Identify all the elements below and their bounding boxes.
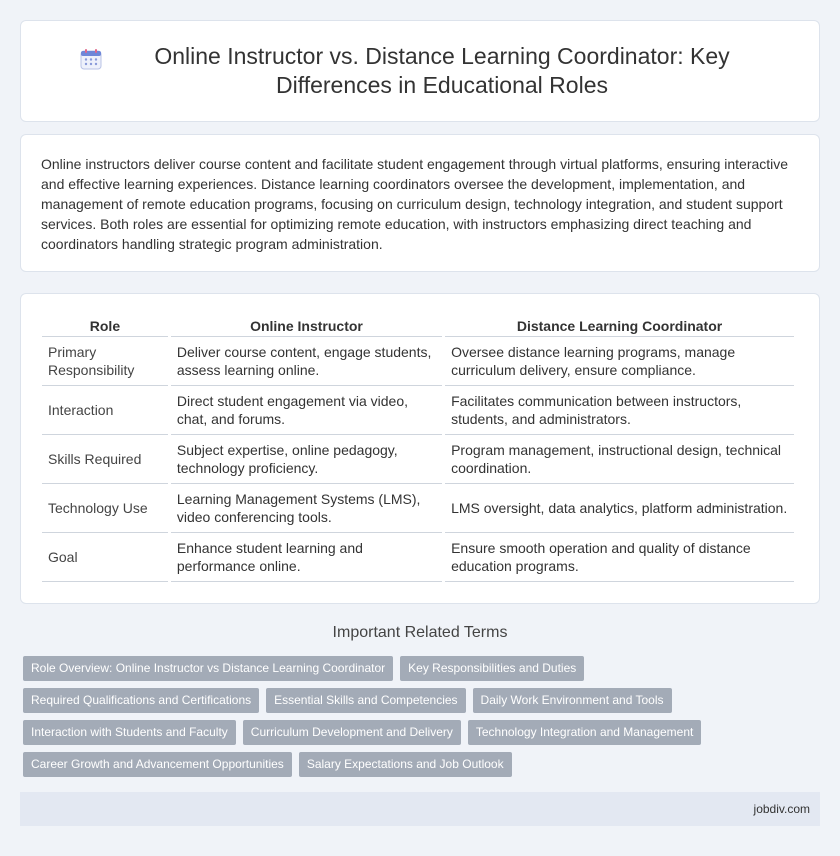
header-role: Role (42, 312, 168, 337)
related-term-tag[interactable]: Technology Integration and Management (468, 720, 701, 745)
table-row (42, 533, 794, 582)
instructor-cell: Subject expertise, online pedagogy, technology proficiency. (171, 435, 442, 484)
related-term-tag[interactable]: Role Overview: Online Instructor vs Distance Learning Coordinator (23, 656, 393, 681)
intro-card (20, 134, 820, 272)
comparison-table-card (20, 293, 820, 604)
related-term-tag[interactable]: Essential Skills and Competencies (266, 688, 465, 713)
related-term-tag[interactable]: Curriculum Development and Delivery (243, 720, 461, 745)
row-label: Skills Required (42, 435, 168, 484)
row-label: Interaction (42, 386, 168, 435)
coordinator-cell: Ensure smooth operation and quality of distance education programs. (445, 533, 794, 582)
related-term-tag[interactable]: Required Qualifications and Certifications (23, 688, 259, 713)
related-terms-title: Important Related Terms (332, 624, 508, 641)
instructor-cell: Learning Management Systems (LMS), video conferencing tools. (171, 484, 442, 533)
related-term-tag[interactable]: Key Responsibilities and Duties (400, 656, 584, 681)
row-label: Technology Use (42, 484, 168, 533)
instructor-cell: Direct student engagement via video, chat, and forums. (171, 386, 442, 435)
title-card (20, 20, 820, 122)
related-term-tag[interactable]: Career Growth and Advancement Opportunities (23, 752, 292, 777)
related-terms-tags (23, 656, 823, 784)
related-term-tag[interactable]: Daily Work Environment and Tools (473, 688, 672, 713)
table-row (42, 386, 794, 435)
coordinator-cell: Oversee distance learning programs, manage curriculum delivery, ensure compliance. (445, 337, 794, 386)
related-term-tag[interactable]: Interaction with Students and Faculty (23, 720, 236, 745)
instructor-cell: Enhance student learning and performance online. (171, 533, 442, 582)
intro-text: Online instructors deliver course content and facilitate student engagement through virtual platforms, ensuring interactive and effective learning experiences. Distance learning coordinators oversee the development, implementation, and management of remote education programs, focusing on curriculum design, technology integration, and student support services. Both roles are essential for optimizing remote education, with instructors emphasizing direct teaching and coordinators handling strategic program administration. (41, 156, 789, 252)
coordinator-cell: Program management, instructional design, technical coordination. (445, 435, 794, 484)
coordinator-cell: Facilitates communication between instructors, students, and administrators. (445, 386, 794, 435)
table-row (42, 337, 794, 386)
calendar-icon (80, 48, 102, 70)
row-label: Primary Responsibility (42, 337, 168, 386)
table-header-row (42, 312, 794, 337)
footer (20, 792, 820, 826)
coordinator-cell: LMS oversight, data analytics, platform administration. (445, 484, 794, 533)
instructor-cell: Deliver course content, engage students, assess learning online. (171, 337, 442, 386)
comparison-table (39, 312, 797, 582)
page-title: Online Instructor vs. Distance Learning Coordinator: Key Differences in Educational Roles (154, 43, 730, 98)
related-term-tag[interactable]: Salary Expectations and Job Outlook (299, 752, 512, 777)
footer-site-link[interactable]: jobdiv.com (753, 802, 810, 816)
header-online-instructor: Online Instructor (171, 312, 442, 337)
header-distance-learning-coordinator: Distance Learning Coordinator (445, 312, 794, 337)
table-row (42, 435, 794, 484)
table-row (42, 484, 794, 533)
row-label: Goal (42, 533, 168, 582)
